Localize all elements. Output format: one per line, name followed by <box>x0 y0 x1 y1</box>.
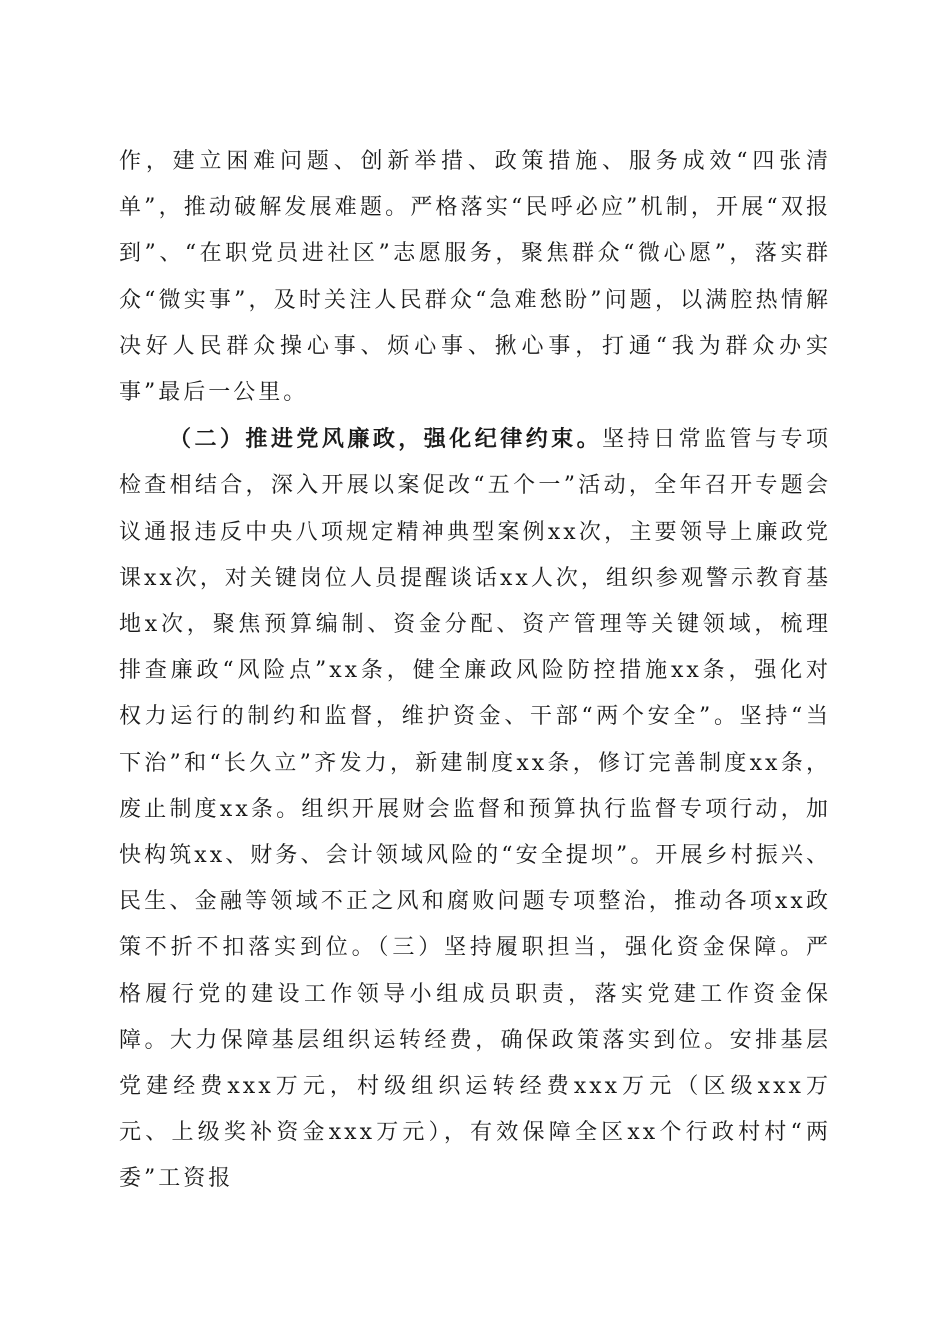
paragraph-2-text: 坚持日常监管与专项检查相结合，深入开展以案促改“五个一”活动，全年召开专题会议通报违反中央八项规定精神典型案例xx次，主要领导上廉政党课xx次，对关键岗位人员提醒谈话xx人次，组织参观警示教育基地x次，聚焦预算编制、资金分配、资产管理等关键领域，梳理排查廉政“风险点”xx条，健全廉政风险防控措施xx条，强化对权力运行的制约和监督，维护资金、干部“两个安全”。坚持“当下治”和“长久立”齐发力，新建制度xx条，修订完善制度xx条，废止制度xx条。组织开展财会监督和预算执行监督专项行动，加快构筑xx、财务、会计领域风险的“安全提坝”。开展乡村振兴、民生、金融等领域不正之风和腐败问题专项整治，推动各项xx政策不折不扣落实到位。（三）坚持履职担当，强化资金保障。严格履行党的建设工作领导小组成员职责，落实党建工作资金保障。大力保障基层组织运转经费，确保政策落实到位。安排基层党建经费xxx万元，村级组织运转经费xxx万元（区级xxx万元、上级奖补资金xxx万元），有效保障全区xx个行政村村“两委”工资报 <box>119 427 831 1192</box>
body-text <box>119 139 831 1203</box>
paragraph-2 <box>119 416 831 1202</box>
paragraph-1 <box>119 139 831 416</box>
paragraph-1-text: 作，建立困难问题、创新举措、政策措施、服务成效“四张清单”，推动破解发展难题。严格落实“民呼必应”机制，开展“双报到”、“在职党员进社区”志愿服务，聚焦群众“微心愿”，落实群众“微实事”，及时关注人民群众“急难愁盼”问题，以满腔热情解决好人民群众操心事、烦心事、揪心事，打通“我为群众办实事”最后一公里。 <box>119 149 831 406</box>
section-heading-2: （二）推进党风廉政，强化纪律约束。 <box>169 426 603 453</box>
